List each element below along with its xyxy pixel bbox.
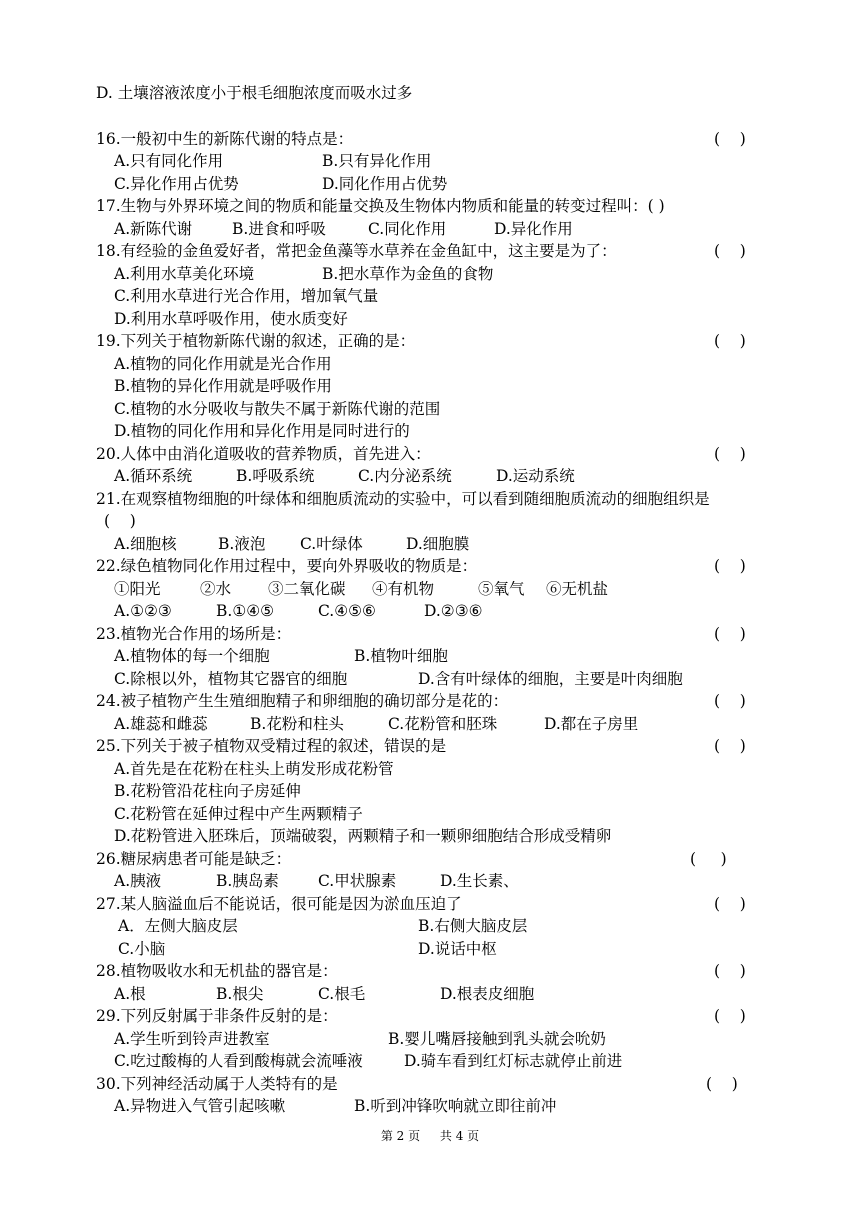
q22-stem: 22.绿色植物同化作用过程中，要向外界吸收的物质是： — [96, 557, 478, 575]
q17-option-d: D.异化作用 — [494, 220, 573, 238]
q25-stem: 25.下列关于被子植物双受精过程的叙述，错误的是 — [96, 737, 447, 755]
q17-option-c: C.同化作用 — [368, 220, 447, 238]
q28-stem: 28.植物吸收水和无机盐的器官是： — [96, 962, 338, 980]
q29-option-a: A.学生听到铃声进教室 — [114, 1030, 270, 1048]
q16-option-b: B.只有异化作用 — [322, 152, 432, 170]
q26-option-b: B.胰岛素 — [216, 872, 279, 890]
page-number: 第 2 页 — [380, 1129, 421, 1143]
q22-option-a: A.①②③ — [114, 602, 172, 620]
q16-option-c: C.异化作用占优势 — [114, 175, 239, 193]
q19-answer-blank[interactable]: ( ) — [714, 332, 746, 350]
q22-option-c: C.④⑤⑥ — [318, 602, 376, 620]
q22-item-3: ③二氧化碳 — [268, 580, 346, 598]
q20-option-c: C.内分泌系统 — [358, 467, 452, 485]
q27-option-c: C.小脑 — [118, 940, 166, 958]
q27-option-d: D.说话中枢 — [418, 940, 497, 958]
page-total: 共 4 页 — [439, 1129, 480, 1143]
q16-option-a: A.只有同化作用 — [114, 152, 224, 170]
q28-answer-blank[interactable]: ( ) — [714, 962, 746, 980]
q26-stem: 26.糖尿病患者可能是缺乏： — [96, 850, 292, 868]
q26-option-c: C.甲状腺素 — [318, 872, 397, 890]
q30-answer-blank[interactable]: ( ) — [706, 1075, 738, 1093]
q17-option-a: A.新陈代谢 — [114, 220, 193, 238]
q17-option-b: B.进食和呼吸 — [232, 220, 326, 238]
q22-option-b: B.①④⑤ — [216, 602, 275, 620]
q27-stem: 27.某人脑溢血后不能说话，很可能是因为淤血压迫了 — [96, 895, 462, 913]
q29-option-c: C.吃过酸梅的人看到酸梅就会流唾液 — [114, 1052, 363, 1070]
q21-answer-blank[interactable]: ( ) — [104, 512, 136, 530]
q23-option-c: C.除根以外，植物其它器官的细胞 — [114, 670, 348, 688]
q23-option-b: B.植物叶细胞 — [354, 647, 448, 665]
q23-stem: 23.植物光合作用的场所是： — [96, 625, 292, 643]
q21-option-b: B.液泡 — [218, 535, 266, 553]
q25-option-b: B.花粉管沿花柱向子房延伸 — [114, 782, 301, 800]
q24-option-d: D.都在子房里 — [544, 715, 639, 733]
q18-stem: 18.有经验的金鱼爱好者，常把金鱼藻等水草养在金鱼缸中，这主要是为了： — [96, 242, 617, 260]
q16-answer-blank[interactable]: ( ) — [714, 130, 746, 148]
q28-option-b: B.根尖 — [216, 985, 264, 1003]
q22-item-4: ④有机物 — [372, 580, 435, 598]
q22-item-5: ⑤氧气 — [478, 580, 525, 598]
q17-stem: 17.生物与外界环境之间的物质和能量交换及生物体内物质和能量的转变过程叫：( ) — [96, 197, 665, 215]
q20-answer-blank[interactable]: ( ) — [714, 445, 746, 463]
q18-answer-blank[interactable]: ( ) — [714, 242, 746, 260]
q22-item-1: ①阳光 — [114, 580, 161, 598]
q18-option-a: A.利用水草美化环境 — [114, 265, 255, 283]
q28-option-a: A.根 — [114, 985, 146, 1003]
q16-stem: 16.一般初中生的新陈代谢的特点是： — [96, 130, 354, 148]
q25-option-c: C.花粉管在延伸过程中产生两颗精子 — [114, 805, 363, 823]
q29-option-d: D.骑车看到红灯标志就停止前进 — [404, 1052, 623, 1070]
q18-option-d: D.利用水草呼吸作用，使水质变好 — [114, 310, 348, 328]
q22-option-d: D.②③⑥ — [424, 602, 483, 620]
q24-option-b: B.花粉和柱头 — [250, 715, 344, 733]
q21-option-c: C.叶绿体 — [300, 535, 363, 553]
q19-option-a: A.植物的同化作用就是光合作用 — [114, 355, 332, 373]
page-footer — [0, 1128, 860, 1144]
q24-stem: 24.被子植物产生生殖细胞精子和卵细胞的确切部分是花的： — [96, 692, 509, 710]
q22-item-6: ⑥无机盐 — [546, 580, 609, 598]
q21-stem: 21.在观察植物细胞的叶绿体和细胞质流动的实验中，可以看到随细胞质流动的细胞组织是 — [96, 490, 710, 508]
q24-option-a: A.雄蕊和雌蕊 — [114, 715, 208, 733]
q24-answer-blank[interactable]: ( ) — [714, 692, 746, 710]
q21-option-d: D.细胞膜 — [406, 535, 470, 553]
q22-answer-blank[interactable]: ( ) — [714, 557, 746, 575]
q20-option-a: A.循环系统 — [114, 467, 193, 485]
prev-option-d: D. 土壤溶液浓度小于根毛细胞浓度而吸水过多 — [96, 84, 413, 102]
q25-option-a: A.首先是在花粉在柱头上萌发形成花粉管 — [114, 760, 394, 778]
q16-option-d: D.同化作用占优势 — [322, 175, 448, 193]
q28-option-c: C.根毛 — [318, 985, 366, 1003]
q26-option-d: D.生长素、 — [440, 872, 519, 890]
q23-option-a: A.植物体的每一个细胞 — [114, 647, 270, 665]
q26-answer-blank[interactable]: ( ) — [690, 850, 727, 868]
q19-stem: 19.下列关于植物新陈代谢的叙述，正确的是： — [96, 332, 416, 350]
q23-answer-blank[interactable]: ( ) — [714, 625, 746, 643]
q25-option-d: D.花粉管进入胚珠后，顶端破裂，两颗精子和一颗卵细胞结合形成受精卵 — [114, 827, 612, 845]
q18-option-b: B.把水草作为金鱼的食物 — [322, 265, 494, 283]
q19-option-d: D.植物的同化作用和异化作用是同时进行的 — [114, 422, 410, 440]
q29-answer-blank[interactable]: ( ) — [714, 1007, 746, 1025]
q26-option-a: A.胰液 — [114, 872, 162, 890]
q20-stem: 20.人体中由消化道吸收的营养物质，首先进入： — [96, 445, 431, 463]
q20-option-d: D.运动系统 — [496, 467, 575, 485]
q24-option-c: C.花粉管和胚珠 — [388, 715, 498, 733]
q21-option-a: A.细胞核 — [114, 535, 177, 553]
q30-option-a: A.异物进入气管引起咳嗽 — [114, 1097, 286, 1115]
q27-option-b: B.右侧大脑皮层 — [418, 917, 528, 935]
q27-option-a: A．左侧大脑皮层 — [118, 917, 238, 935]
q28-option-d: D.根表皮细胞 — [440, 985, 535, 1003]
q30-option-b: B.听到冲锋吹响就立即往前冲 — [354, 1097, 557, 1115]
q29-option-b: B.婴儿嘴唇接触到乳头就会吮奶 — [388, 1030, 606, 1048]
q29-stem: 29.下列反射属于非条件反射的是： — [96, 1007, 338, 1025]
q25-answer-blank[interactable]: ( ) — [714, 737, 746, 755]
q23-option-d: D.含有叶绿体的细胞，主要是叶肉细胞 — [418, 670, 683, 688]
q18-option-c: C.利用水草进行光合作用，增加氧气量 — [114, 287, 379, 305]
q27-answer-blank[interactable]: ( ) — [714, 895, 746, 913]
q19-option-b: B.植物的异化作用就是呼吸作用 — [114, 377, 332, 395]
q22-item-2: ②水 — [200, 580, 232, 598]
q30-stem: 30.下列神经活动属于人类特有的是 — [96, 1075, 338, 1093]
q19-option-c: C.植物的水分吸收与散失不属于新陈代谢的范围 — [114, 400, 441, 418]
q20-option-b: B.呼吸系统 — [236, 467, 315, 485]
